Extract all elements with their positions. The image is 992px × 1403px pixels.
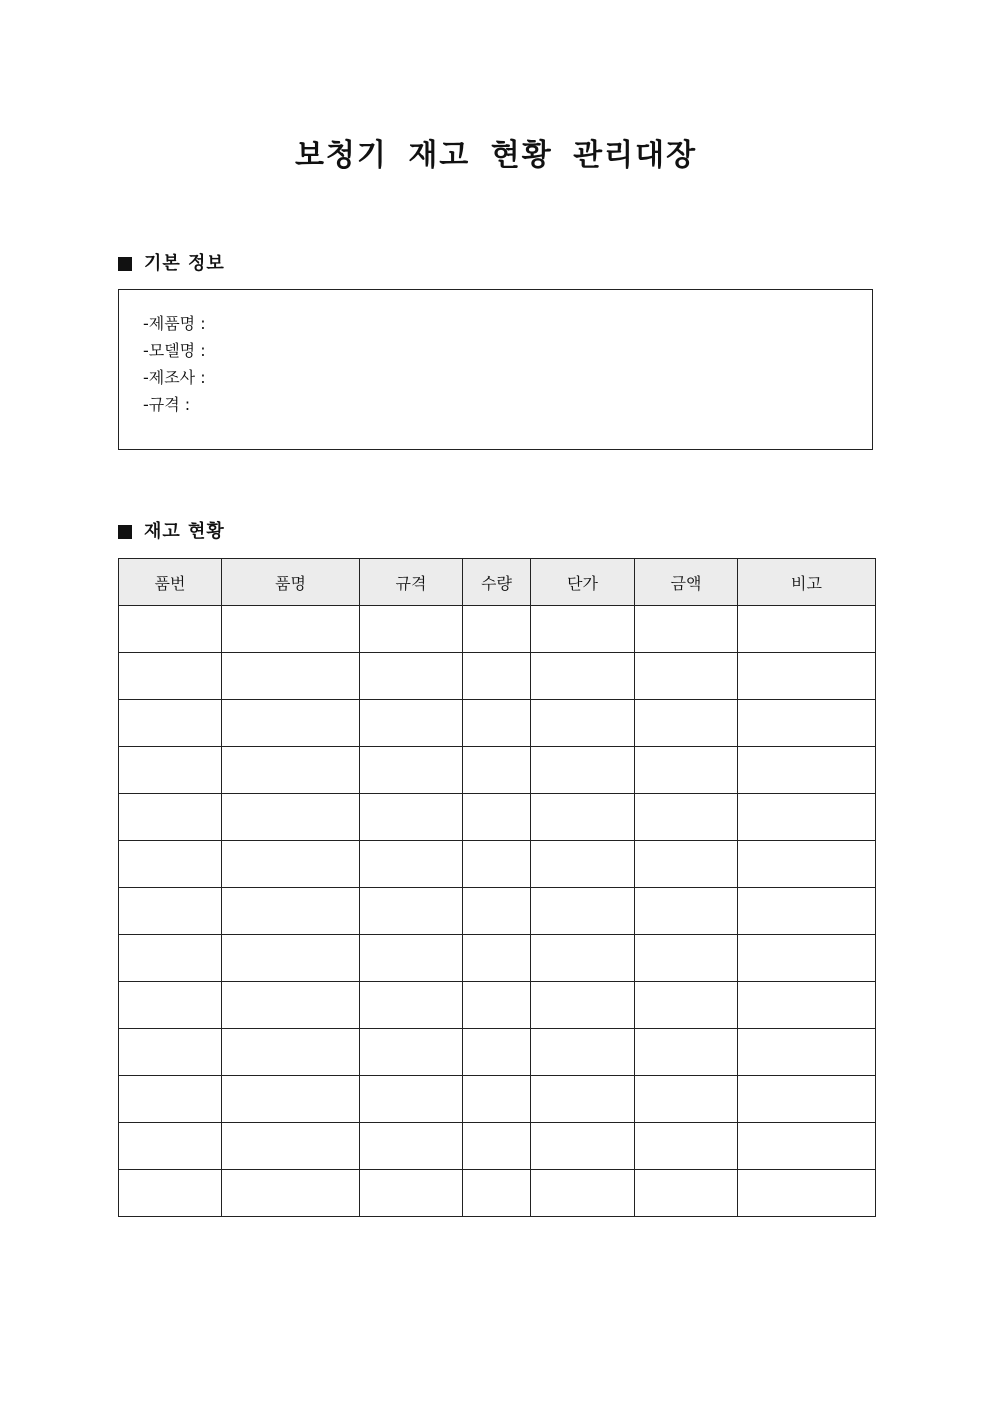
table-cell-item-name[interactable]	[222, 1170, 360, 1217]
square-bullet-icon	[118, 525, 132, 539]
table-cell-quantity[interactable]	[463, 747, 531, 794]
table-row	[119, 841, 876, 888]
table-row	[119, 747, 876, 794]
section-heading-label: 기본 정보	[144, 253, 225, 274]
table-cell-item-name[interactable]	[222, 888, 360, 935]
table-row	[119, 982, 876, 1029]
table-cell-item-name[interactable]	[222, 700, 360, 747]
table-cell-quantity[interactable]	[463, 1029, 531, 1076]
table-cell-remarks[interactable]	[738, 841, 876, 888]
table-cell-amount[interactable]	[635, 1076, 738, 1123]
table-cell-item-name[interactable]	[222, 1029, 360, 1076]
table-cell-spec[interactable]	[360, 794, 463, 841]
table-row	[119, 1170, 876, 1217]
table-cell-item-number[interactable]	[119, 982, 222, 1029]
table-row	[119, 653, 876, 700]
table-cell-amount[interactable]	[635, 841, 738, 888]
table-cell-quantity[interactable]	[463, 700, 531, 747]
table-cell-item-number[interactable]	[119, 1123, 222, 1170]
table-cell-remarks[interactable]	[738, 1123, 876, 1170]
table-cell-item-name[interactable]	[222, 935, 360, 982]
table-cell-remarks[interactable]	[738, 1029, 876, 1076]
table-cell-remarks[interactable]	[738, 982, 876, 1029]
table-cell-unit-price[interactable]	[531, 1170, 635, 1217]
table-cell-item-name[interactable]	[222, 794, 360, 841]
table-cell-amount[interactable]	[635, 653, 738, 700]
table-cell-unit-price[interactable]	[531, 794, 635, 841]
stock-table-body	[119, 606, 876, 1217]
table-row	[119, 1076, 876, 1123]
info-field-spec: -규격 :	[143, 395, 191, 414]
table-cell-amount[interactable]	[635, 700, 738, 747]
column-header-unit-price: 단가	[531, 559, 635, 606]
table-cell-item-name[interactable]	[222, 653, 360, 700]
table-cell-spec[interactable]	[360, 1029, 463, 1076]
column-header-amount: 금액	[635, 559, 738, 606]
table-row	[119, 1123, 876, 1170]
table-cell-spec[interactable]	[360, 747, 463, 794]
table-cell-amount[interactable]	[635, 794, 738, 841]
table-cell-unit-price[interactable]	[531, 982, 635, 1029]
table-cell-remarks[interactable]	[738, 700, 876, 747]
table-cell-item-number[interactable]	[119, 935, 222, 982]
table-row	[119, 794, 876, 841]
table-cell-item-number[interactable]	[119, 1076, 222, 1123]
info-field-manufacturer: -제조사 :	[143, 368, 206, 387]
section-heading-basic-info	[118, 252, 225, 276]
table-cell-amount[interactable]	[635, 747, 738, 794]
table-cell-item-number[interactable]	[119, 747, 222, 794]
table-cell-quantity[interactable]	[463, 1076, 531, 1123]
table-cell-amount[interactable]	[635, 1029, 738, 1076]
table-cell-unit-price[interactable]	[531, 1076, 635, 1123]
table-row	[119, 700, 876, 747]
table-cell-unit-price[interactable]	[531, 1123, 635, 1170]
section-heading-stock	[118, 520, 225, 544]
column-header-quantity: 수량	[463, 559, 531, 606]
table-cell-unit-price[interactable]	[531, 653, 635, 700]
table-cell-spec[interactable]	[360, 1123, 463, 1170]
table-cell-item-number[interactable]	[119, 794, 222, 841]
table-cell-remarks[interactable]	[738, 1170, 876, 1217]
table-cell-item-name[interactable]	[222, 1123, 360, 1170]
table-cell-spec[interactable]	[360, 1170, 463, 1217]
document-title: 보청기 재고 현황 관리대장	[294, 138, 698, 173]
table-cell-item-number[interactable]	[119, 1029, 222, 1076]
table-cell-amount[interactable]	[635, 606, 738, 653]
table-cell-quantity[interactable]	[463, 888, 531, 935]
table-cell-item-name[interactable]	[222, 982, 360, 1029]
table-cell-unit-price[interactable]	[531, 888, 635, 935]
table-cell-remarks[interactable]	[738, 794, 876, 841]
info-field-product-name: -제품명 :	[143, 314, 206, 333]
column-header-item-name: 품명	[222, 559, 360, 606]
table-cell-amount[interactable]	[635, 982, 738, 1029]
table-row	[119, 888, 876, 935]
table-cell-remarks[interactable]	[738, 935, 876, 982]
info-field-model-name: -모델명 :	[143, 341, 206, 360]
table-row	[119, 606, 876, 653]
table-cell-quantity[interactable]	[463, 653, 531, 700]
table-cell-remarks[interactable]	[738, 747, 876, 794]
table-cell-unit-price[interactable]	[531, 1029, 635, 1076]
table-cell-spec[interactable]	[360, 606, 463, 653]
table-cell-remarks[interactable]	[738, 888, 876, 935]
table-cell-item-name[interactable]	[222, 747, 360, 794]
table-cell-item-number[interactable]	[119, 1170, 222, 1217]
table-cell-remarks[interactable]	[738, 606, 876, 653]
table-cell-amount[interactable]	[635, 935, 738, 982]
table-cell-item-name[interactable]	[222, 841, 360, 888]
table-cell-unit-price[interactable]	[531, 747, 635, 794]
table-cell-spec[interactable]	[360, 700, 463, 747]
table-cell-quantity[interactable]	[463, 1123, 531, 1170]
column-header-remarks: 비고	[738, 559, 876, 606]
table-cell-unit-price[interactable]	[531, 935, 635, 982]
table-cell-item-number[interactable]	[119, 888, 222, 935]
table-cell-quantity[interactable]	[463, 794, 531, 841]
table-cell-spec[interactable]	[360, 935, 463, 982]
column-header-item-number: 품번	[119, 559, 222, 606]
table-cell-spec[interactable]	[360, 841, 463, 888]
table-cell-quantity[interactable]	[463, 935, 531, 982]
table-cell-item-number[interactable]	[119, 841, 222, 888]
section-heading-label: 재고 현황	[144, 521, 225, 542]
table-cell-item-name[interactable]	[222, 606, 360, 653]
table-cell-remarks[interactable]	[738, 1076, 876, 1123]
table-cell-spec[interactable]	[360, 982, 463, 1029]
table-cell-item-number[interactable]	[119, 653, 222, 700]
table-cell-item-number[interactable]	[119, 606, 222, 653]
table-cell-item-name[interactable]	[222, 1076, 360, 1123]
table-cell-amount[interactable]	[635, 1170, 738, 1217]
basic-info-box	[118, 289, 873, 450]
table-cell-quantity[interactable]	[463, 606, 531, 653]
table-cell-amount[interactable]	[635, 888, 738, 935]
table-cell-unit-price[interactable]	[531, 606, 635, 653]
table-cell-spec[interactable]	[360, 653, 463, 700]
table-cell-spec[interactable]	[360, 1076, 463, 1123]
table-cell-amount[interactable]	[635, 1123, 738, 1170]
table-cell-quantity[interactable]	[463, 1170, 531, 1217]
square-bullet-icon	[118, 257, 132, 271]
table-cell-item-number[interactable]	[119, 700, 222, 747]
table-header-row	[119, 559, 876, 606]
table-cell-spec[interactable]	[360, 888, 463, 935]
column-header-spec: 규격	[360, 559, 463, 606]
table-cell-unit-price[interactable]	[531, 841, 635, 888]
table-cell-unit-price[interactable]	[531, 700, 635, 747]
table-cell-remarks[interactable]	[738, 653, 876, 700]
table-cell-quantity[interactable]	[463, 982, 531, 1029]
table-row	[119, 935, 876, 982]
stock-table	[118, 558, 876, 1217]
table-row	[119, 1029, 876, 1076]
table-cell-quantity[interactable]	[463, 841, 531, 888]
